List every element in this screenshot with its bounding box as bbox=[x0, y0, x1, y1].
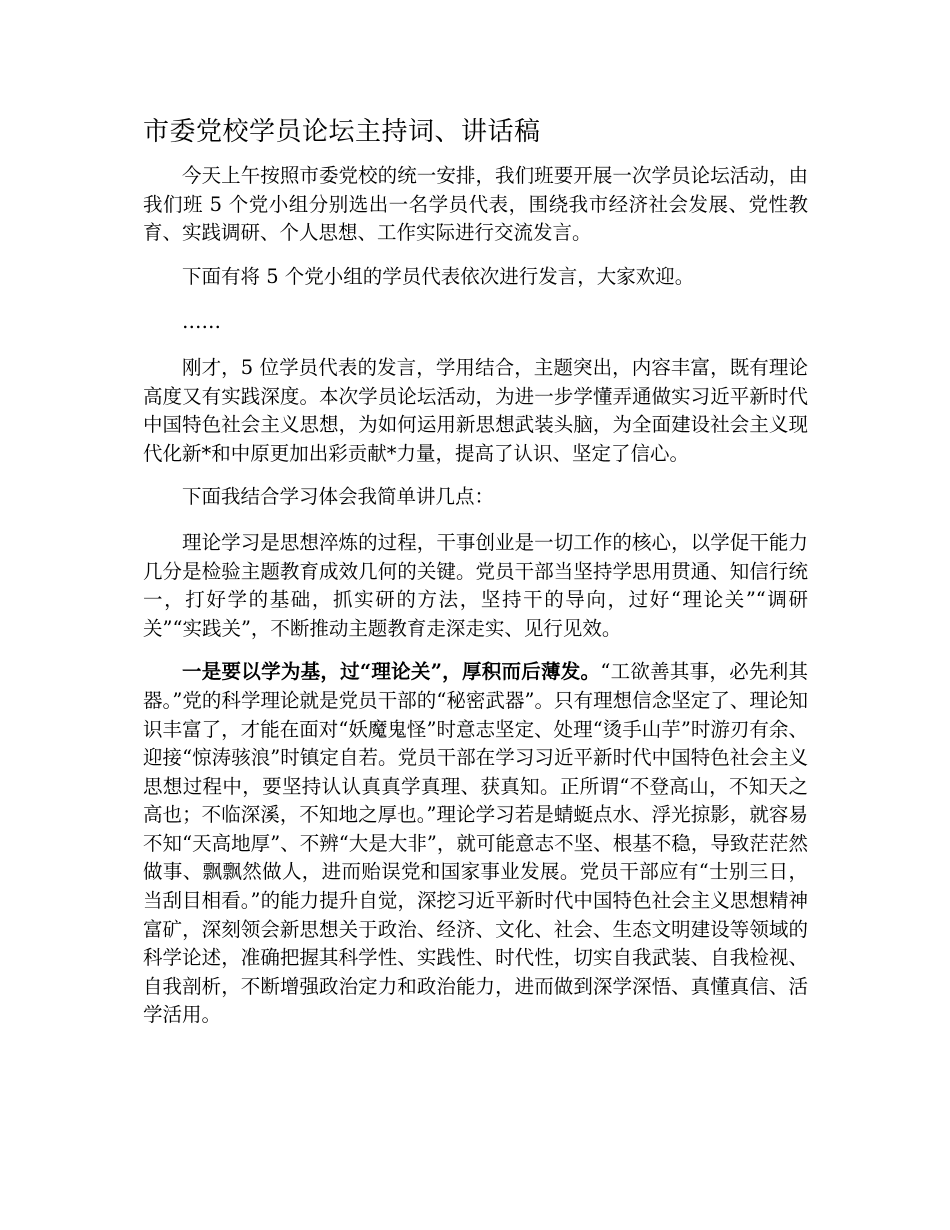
point-one-body: “工欲善其事，必先利其器。”党的科学理论就是党员干部的“秘密武器”。只有理想信念坚定了、理论知识丰富了，才能在面对“妖魔鬼怪”时意志坚定、处理“烫手山芋”时游刃有余、迎接“惊涛骇浪”时镇定自若。党员干部在学习习近平新时代中国特色社会主义思想过程中，要坚持认认真真学真理、获真知。正所谓“不登高山，不知天之高也；不临深溪，不知地之厚也。”理论学习若是蜻蜓点水、浮光掠影，就容易不知“天高地厚”、不辨“大是大非”，就可能意志不坚、根基不稳，导致茫茫然做事、飘飘然做人，进而贻误党和国家事业发展。党员干部应有“士别三日，当刮目相看。”的能力提升自觉，深挖习近平新时代中国特色社会主义思想精神富矿，深刻领会新思想关于政治、经济、文化、社会、生态文明建设等领域的科学论述，准确把握其科学性、实践性、时代性，切实自我武装、自我检视、自我剖析，不断增强政治定力和政治能力，进而做到深学深悟、真懂真信、活学活用。 bbox=[143, 660, 808, 1027]
paragraph-opening: 今天上午按照市委党校的统一安排，我们班要开展一次学员论坛活动，由我们班 5 个党小组分别选出一名学员代表，围绕我市经济社会发展、党性教育、实践调研、个人思想、工作实际进行交流发言。 bbox=[143, 164, 808, 245]
paragraph-transition: 下面我结合学习体会我简单讲几点： bbox=[182, 485, 495, 509]
document-page bbox=[143, 112, 808, 1045]
paragraph-theory: 理论学习是思想淬炼的过程，干事创业是一切工作的核心，以学促干能力几分是检验主题教育成效几何的关键。党员干部当坚持学思用贯通、知信行统一，打好学的基础，抓实研的方法，坚持干的导向，过好“理论关”“调研关”“实践关”，不断推动主题教育走深走实、见行见效。 bbox=[143, 530, 808, 640]
point-one-heading: 一是要以学为基，过“理论关”，厚积而后薄发。 bbox=[182, 660, 601, 684]
paragraph-ellipsis: …… bbox=[182, 310, 221, 334]
paragraph-point-one bbox=[143, 658, 808, 1030]
paragraph-introduction: 下面有将 5 个党小组的学员代表依次进行发言，大家欢迎。 bbox=[182, 264, 695, 288]
document-title: 市委党校学员论坛主持词、讲话稿 bbox=[143, 117, 541, 147]
paragraph-summary: 刚才，5 位学员代表的发言，学用结合，主题突出，内容丰富，既有理论高度又有实践深度。本次学员论坛活动，为进一步学懂弄通做实习近平新时代中国特色社会主义思想，为如何运用新思想武装头脑，为全面建设社会主义现代化新*和中原更加出彩贡献*力量，提高了认识、坚定了信心。 bbox=[143, 355, 808, 465]
